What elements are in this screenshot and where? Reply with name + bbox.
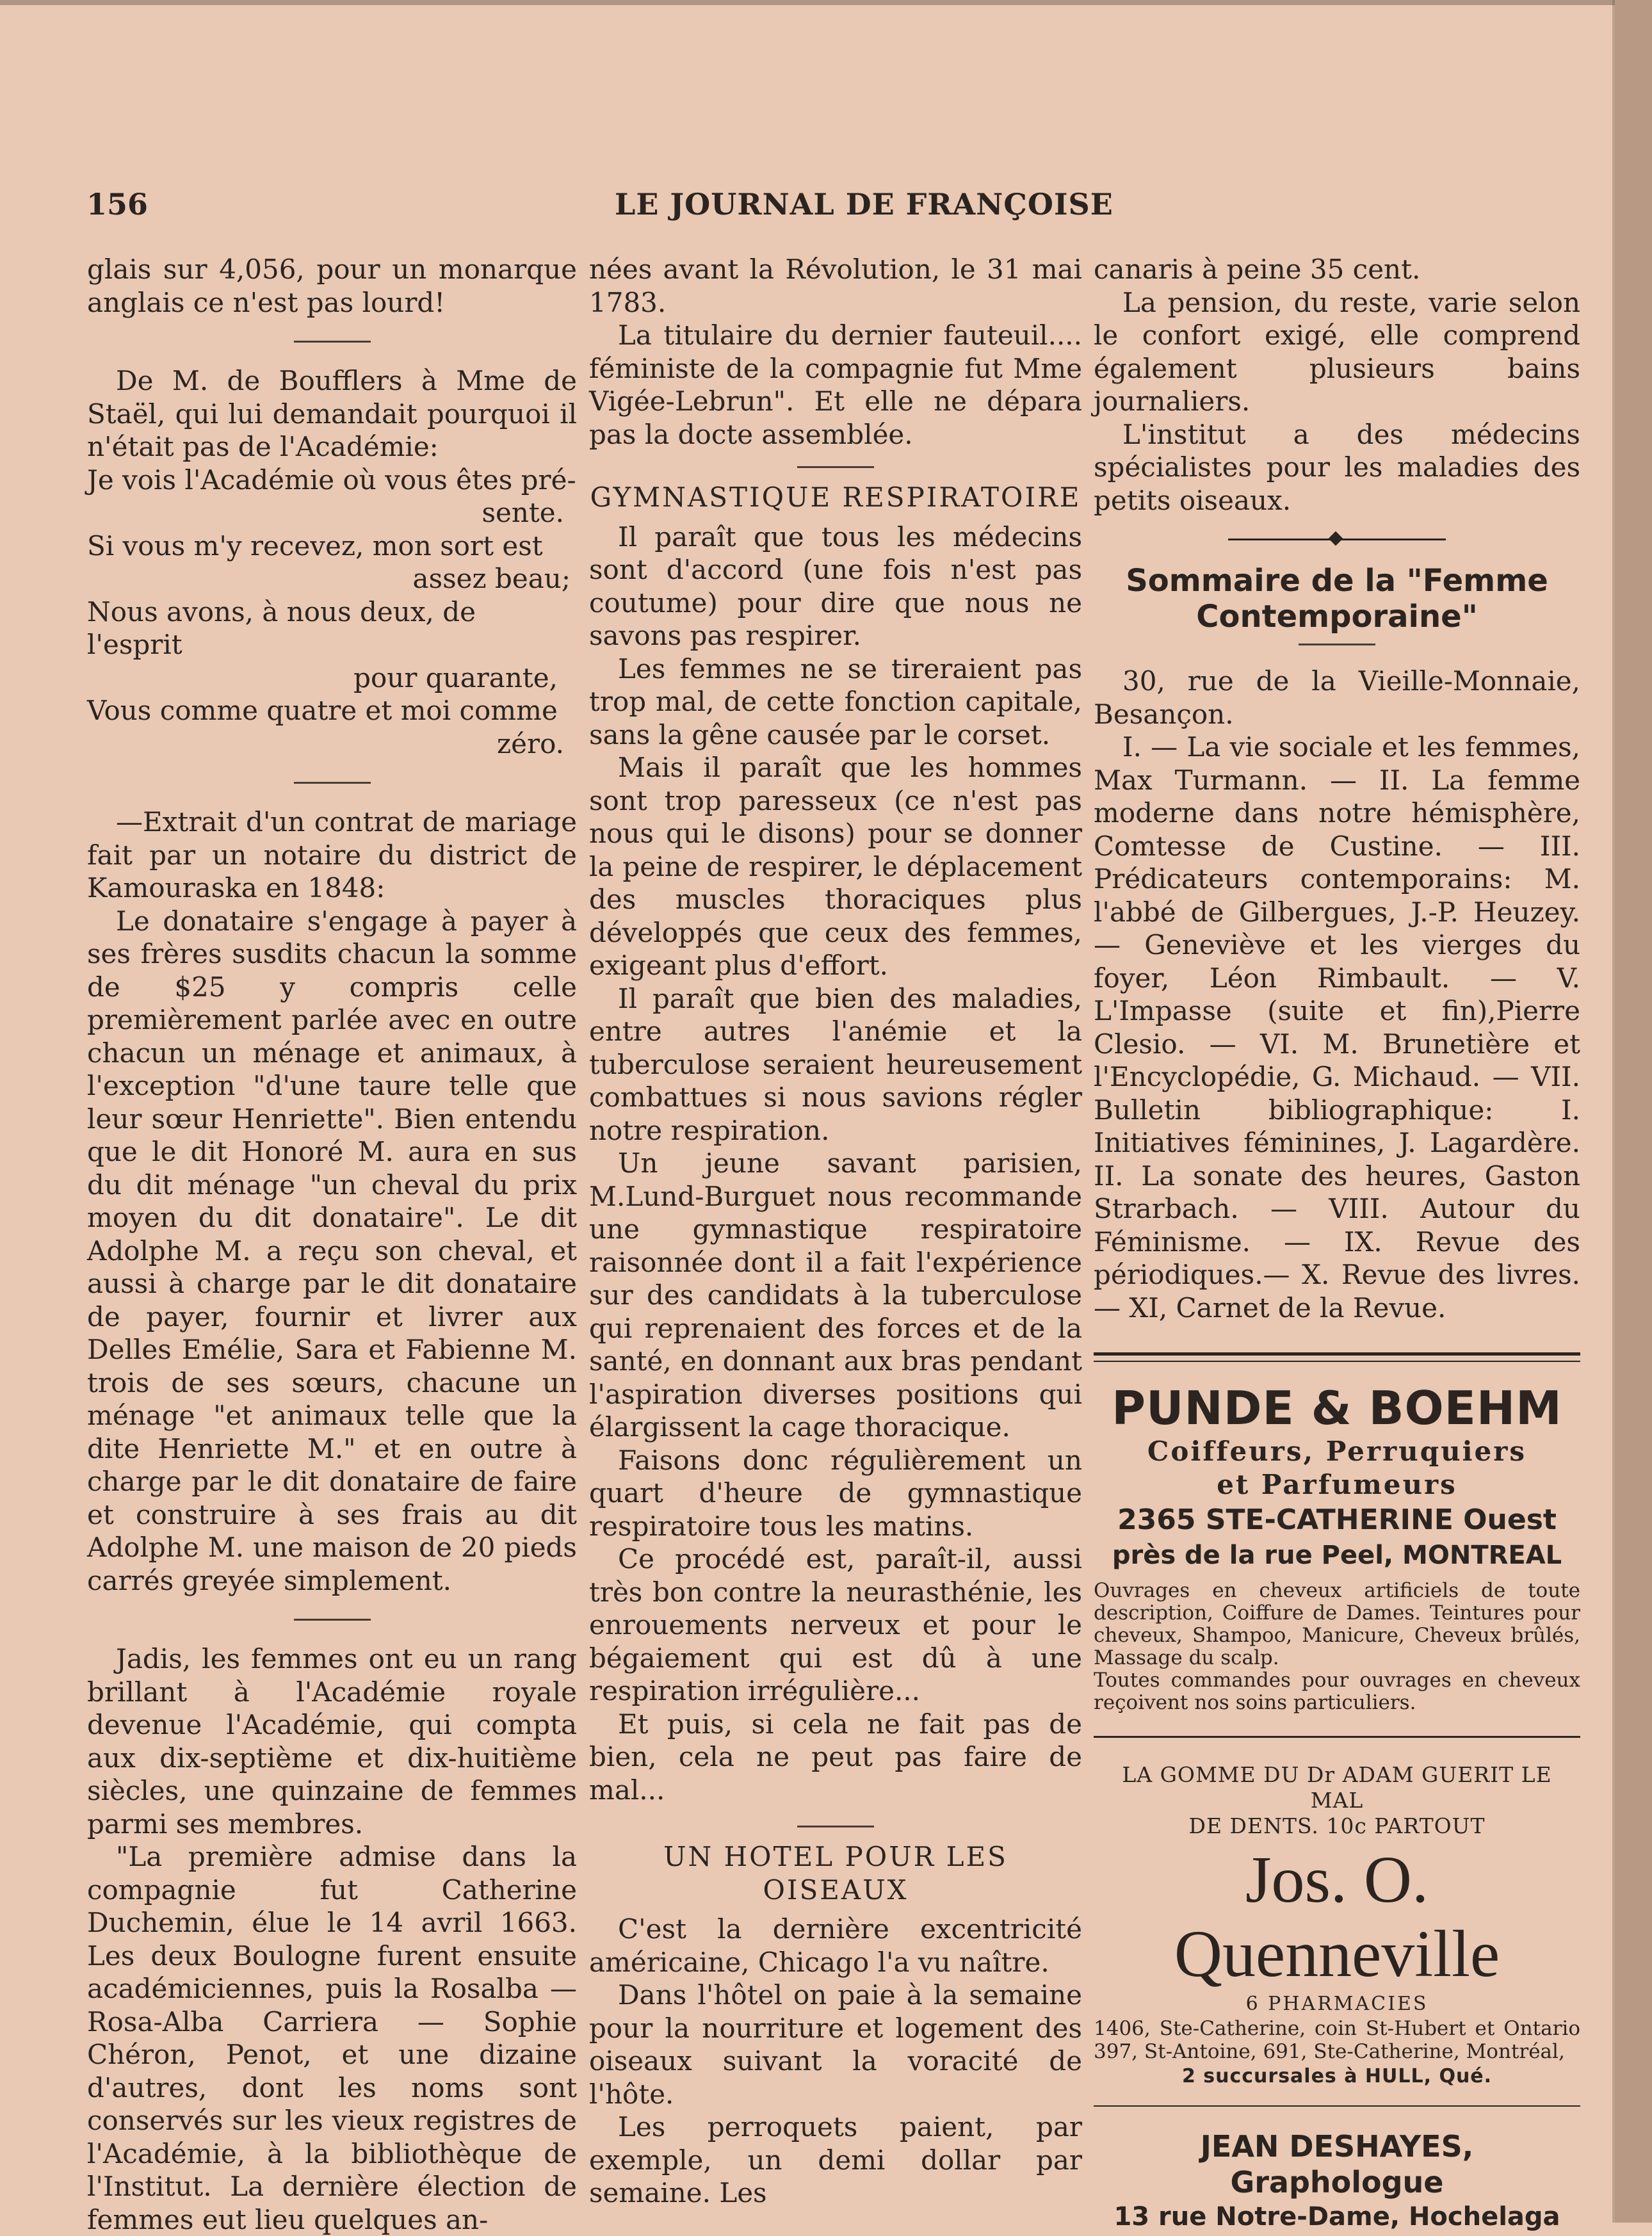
section-heading: UN HOTEL POUR LES OISEAUX — [663, 1841, 1008, 1906]
verse-line: Si vous m'y recevez, mon sort est — [87, 530, 543, 562]
paragraph: De M. de Boufflers à Mme de Staël, qui lui demandait pourquoi il n'était pas de l'Académie: — [87, 365, 577, 462]
ad-address: 1406, Ste-Catherine, coin St-Hubert et Ontario 397, St-Antoine, 691, Ste-Catherine, Montréal, — [1094, 2017, 1580, 2063]
separator-rule — [294, 341, 371, 343]
ad-trade-line: et Parfumeurs — [1217, 1469, 1457, 1500]
ad-address: près de la rue Peel, MONTREAL — [1112, 1541, 1562, 1570]
page-edge — [1615, 0, 1652, 2223]
sommaire-title: Sommaire de la "Femme Contemporaine" — [1126, 563, 1548, 635]
advertisement-deshayes — [1094, 2128, 1580, 2233]
verse-line: assez beau; — [412, 563, 571, 594]
double-rule — [1094, 1352, 1580, 1362]
paragraph: La titulaire du dernier fauteuil.... féministe de la compagnie fut Mme Vigée-Lebrun". Et elle ne dépara pas la docte assemblée. — [589, 320, 1082, 450]
separator-rule — [294, 782, 371, 784]
paragraph: Les femmes ne se tireraient pas trop mal, de cette fonction capitale, sans la gêne causée par le corset. — [589, 652, 1082, 750]
verse-line: sente. — [482, 497, 564, 528]
ad-business-name: PUNDE & BOEHM — [1112, 1381, 1562, 1435]
ad-branches: 2 succursales à HULL, Qué. — [1181, 2065, 1493, 2087]
verse-line: Je vois l'Académie où vous êtes pré- — [87, 464, 576, 496]
column-1 — [87, 253, 577, 2236]
separator-rule — [294, 1619, 371, 1621]
sommaire-body: I. — La vie sociale et les femmes, Max Turmann. — II. La femme moderne dans notre hémisphère, Comtesse de Custine. — III. Prédicateurs contemporains: M. l'abbé de Gilbergues, J.-P. Heuzey. — Geneviève et les vierges du foyer, Léon Rimbault. — V. L'Impasse (suite et fin),Pierre Clesio. — VI. M. Brunetière et l'Encyclopédie, G. Michaud. — VII. Bulletin bibliographique: I. Initiatives féminines, J. Lagardère. II. La sonate des heures, Gaston Strarbach. — VIII. Autour du Féminisme. — IX. Revue des périodiques.— X. Revue des livres. — XI, Carnet de la Revue. — [1094, 731, 1580, 1324]
ad-trade-line: Coiffeurs, Perruquiers — [1147, 1436, 1527, 1467]
paragraph: Et puis, si cela ne fait pas de bien, cela ne peut pas faire de mal... — [589, 1708, 1082, 1806]
ad-address: 2365 STE-CATHERINE Ouest — [1117, 1503, 1557, 1536]
ad-address: 13 rue Notre-Dame, Hochelaga — [1113, 2202, 1560, 2232]
verse — [87, 464, 577, 761]
paragraph: La pension, du reste, varie selon le confort exigé, elle comprend également plusieurs bains journaliers. — [1094, 286, 1580, 417]
verse-line: Nous avons, à nous deux, de l'esprit — [87, 595, 476, 660]
separator-rule — [1094, 2105, 1580, 2107]
paragraph: Le donataire s'engage à payer à ses frères susdits chacun la somme de $25 y compris celle premièrement parlée avec en outre chacun un ménage et animaux, à l'exception "d'une taure telle que leur sœur Henriette". Bien entendu que le dit Honoré M. aura en sus du dit ménage "un cheval du prix moyen du dit donataire". Le dit Adolphe M. a reçu son cheval, et aussi à charge par le dit donataire de payer, fournir et livrer aux Delles Emélie, Sara et Fabienne M. trois de ses sœurs, chacune un ménage "et animaux telle que la dite Henriette M." et en outre à charge par le dit donataire de faire et construire à ses frais au dit Adolphe M. une maison de 20 pieds carrés greyée simplement. — [87, 905, 577, 1596]
separator-rule — [797, 1826, 874, 1827]
paragraph: C'est la dernière excentricité américaine, Chicago l'a vu naître. — [589, 1913, 1082, 1978]
advertisement-punde-boehm — [1094, 1381, 1580, 1714]
ornament-rule — [1228, 530, 1446, 549]
paragraph: —Extrait d'un contrat de mariage fait par un notaire du district de Kamouraska en 1848: — [87, 806, 577, 903]
paragraph: Mais il paraît que les hommes sont trop paresseux (ce n'est pas nous qui le disons) pour se donner la peine de respirer, le déplacement des muscles thoraciques plus développés que ceux des femmes, exigeant plus d'effort. — [589, 752, 1082, 981]
paragraph: "La première admise dans la compagnie fut Catherine Duchemin, élue le 14 avril 1663. Les deux Boulogne furent ensuite académiciennes, puis la Rosalba — Rosa-Alba Carriera — Sophie Chéron, Penot, et une dizaine d'autres, dont les noms sont conservés sur les vieux registres de l'Académie, à la bibliothèque de l'Institut. La dernière élection de femmes eut lieu quelques an- — [87, 1841, 577, 2235]
paragraph: Jadis, les femmes ont eu un rang brillant à l'Académie royale devenue l'Académie, qui compta aux dix-septième et dix-huitième siècles, une quinzaine de femmes parmi ses membres. — [87, 1643, 577, 1840]
section-heading: GYMNASTIQUE RESPIRATOIRE — [590, 482, 1081, 513]
verse-line: Vous comme quatre et moi comme — [87, 695, 558, 726]
journal-title: LE JOURNAL DE FRANÇOISE — [615, 187, 1113, 222]
separator-rule — [797, 466, 874, 468]
separator-rule — [1299, 644, 1375, 645]
paragraph: L'institut a des médecins spécialistes pour les maladies des petits oiseaux. — [1094, 418, 1580, 516]
paragraph: Faisons donc régulièrement un quart d'heure de gymnastique respiratoire tous les matins. — [589, 1444, 1082, 1542]
advertisement-quenneville — [1094, 1762, 1580, 2090]
paragraph: Dans l'hôtel on paie à la semaine pour la nourriture et logement des oiseaux suivant la voracité de l'hôte. — [589, 1979, 1082, 2110]
ad-description: Toutes commandes pour ouvrages en cheveux reçoivent nos soins particuliers. — [1094, 1669, 1580, 1714]
paragraph: canaris à peine 35 cent. — [1094, 254, 1421, 285]
paragraph: glais sur 4,056, pour un monarque anglais ce n'est pas lourd! — [87, 254, 577, 318]
paragraph: Ce procédé est, paraît-il, aussi très bon contre la neurasthénie, les enrouements nerveux et pour le bégaiement qui est dû à une respiration irrégulière... — [589, 1543, 1082, 1706]
top-edge — [0, 0, 1615, 5]
paragraph: Il paraît que bien des maladies, entre autres l'anémie et la tuberculose seraient heureusement combattues si nous savions régler notre respiration. — [589, 982, 1082, 1146]
verse-line: pour quarante, — [353, 661, 558, 693]
diamond-icon — [1329, 531, 1343, 546]
ad-business-name: Jos. O. Quenneville — [1174, 1843, 1500, 1991]
ad-subtitle: 6 PHARMACIES — [1245, 1993, 1429, 2015]
paragraph: nées avant la Révolution, le 31 mai 1783. — [589, 254, 1082, 318]
column-2 — [589, 253, 1082, 2210]
page-number: 156 — [86, 187, 149, 222]
paragraph: Un jeune savant parisien, M.Lund-Burguet nous recommande une gymnastique respiratoire raisonnée dont il a fait l'expérience sur des candidats à la tuberculose qui reprenaient des forces et de la santé, en donnant aux bras pendant l'aspiration diverses positions qui élargissent la cage thoracique. — [589, 1147, 1082, 1443]
separator-rule — [1094, 1736, 1580, 1738]
ad-description: Ouvrages en cheveux artificiels de toute description, Coiffure de Dames. Teintures pour cheveux, Shampoo, Manicure, Cheveux brûlés, Massage du scalp. — [1094, 1579, 1580, 1669]
ad-tagline: LA GOMME DU Dr ADAM GUERIT LE MAL — [1122, 1762, 1552, 1813]
paragraph: Les perroquets paient, par exemple, un demi dollar par semaine. Les — [589, 2111, 1082, 2208]
ad-business-name: JEAN DESHAYES, Graphologue — [1200, 2129, 1474, 2200]
paragraph: Il paraît que tous les médecins sont d'accord (une fois n'est pas coutume) pour dire que nous ne savons pas respirer. — [589, 521, 1082, 651]
page-header — [86, 187, 1578, 232]
sommaire-address: 30, rue de la Vieille-Monnaie, Besançon. — [1094, 665, 1580, 730]
ad-tagline: DE DENTS. 10c PARTOUT — [1188, 1813, 1486, 1838]
verse-line: zéro. — [497, 727, 564, 759]
column-3 — [1094, 253, 1580, 2233]
